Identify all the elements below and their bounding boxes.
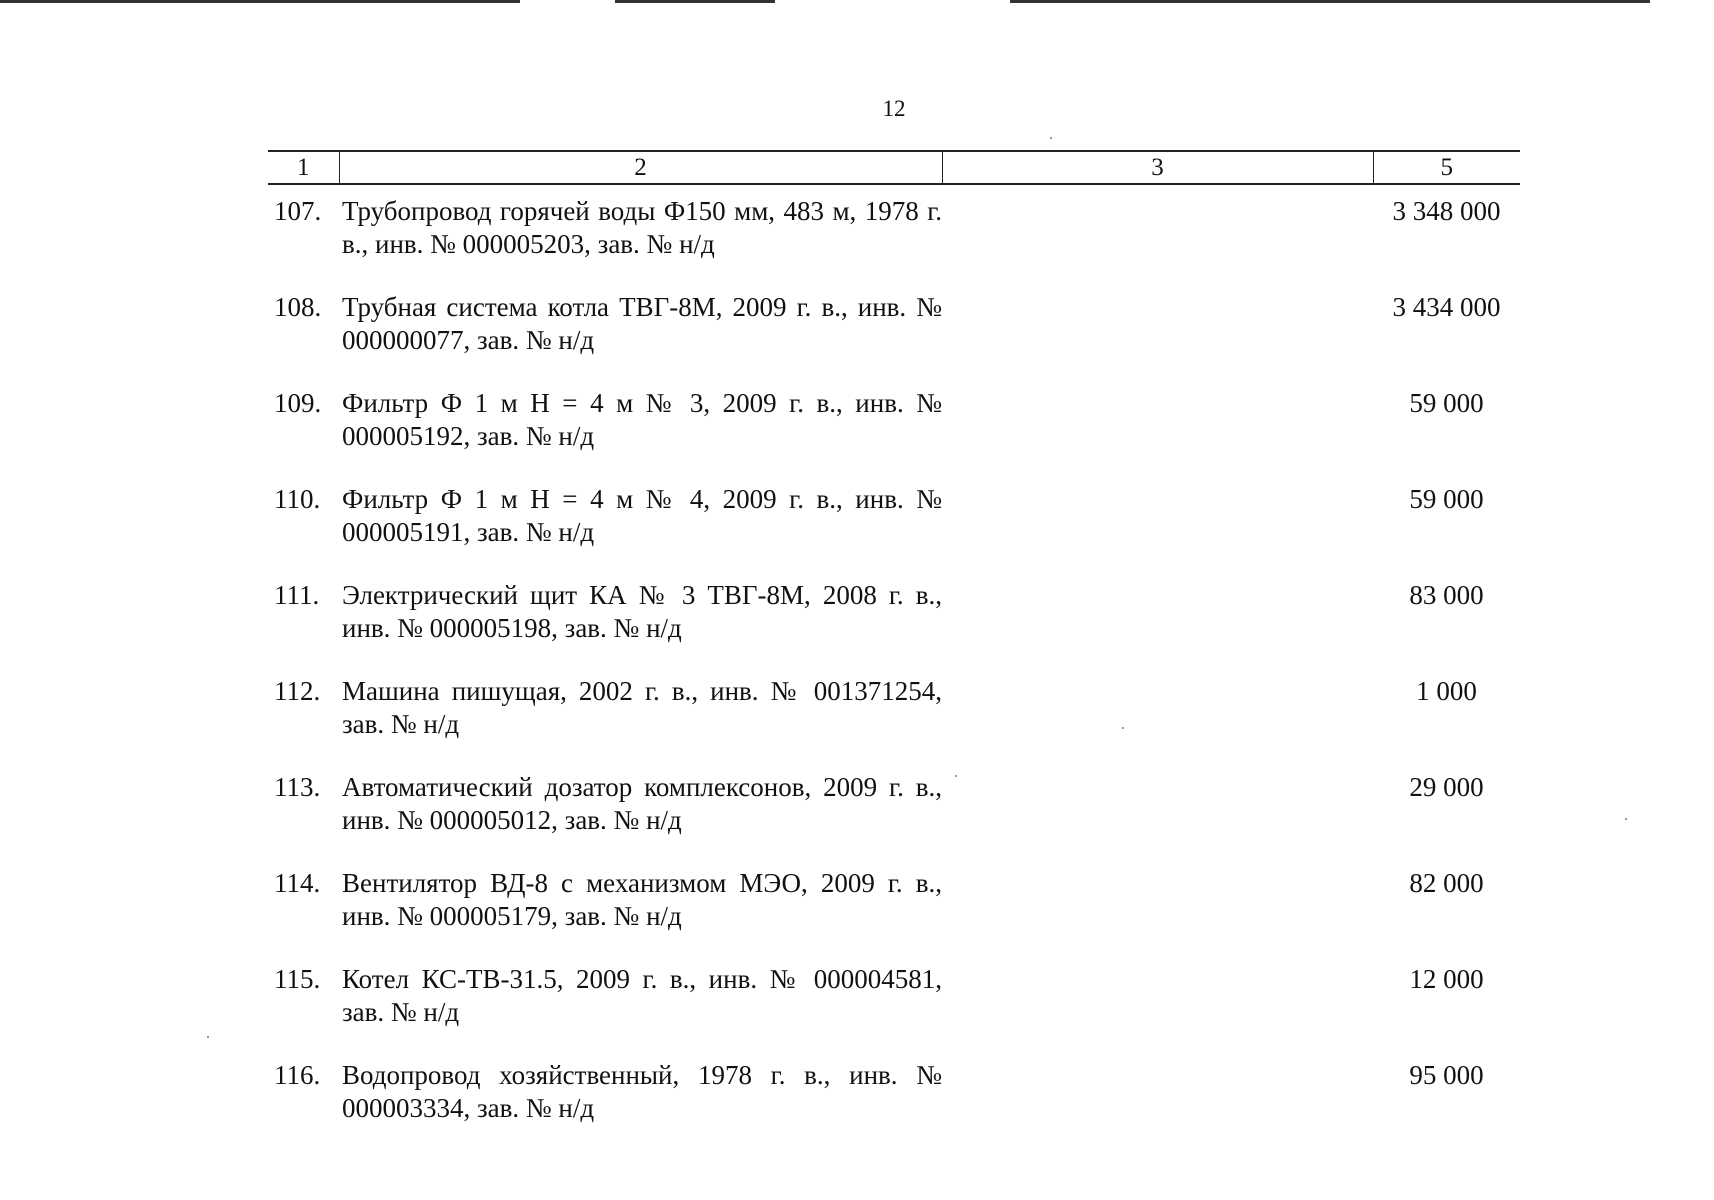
row-number: 114. xyxy=(274,868,321,898)
column-header-1: 1 xyxy=(268,151,339,184)
scan-edge-middle xyxy=(615,0,775,3)
table-row xyxy=(268,761,1520,857)
table-row xyxy=(268,569,1520,665)
scan-speck xyxy=(1122,727,1124,729)
row-col3 xyxy=(942,377,1373,473)
row-number: 107. xyxy=(274,196,322,226)
table-row xyxy=(268,184,1520,281)
row-number: 115. xyxy=(274,964,321,994)
row-description: Трубопровод горячей воды Ф150 мм, 483 м, 1978 г. в., инв. № 000005203, зав. № н/д xyxy=(342,196,942,259)
column-header-3: 3 xyxy=(942,151,1373,184)
row-value: 3 348 000 xyxy=(1392,196,1501,226)
scan-edge-left xyxy=(0,0,520,3)
row-description: Автоматический дозатор комплексонов, 2009 г. в., инв. № 000005012, зав. № н/д xyxy=(342,772,942,835)
row-description: Фильтр Ф 1 м Н = 4 м № 3, 2009 г. в., инв. № 000005192, зав. № н/д xyxy=(342,388,942,451)
row-value: 59 000 xyxy=(1409,388,1484,418)
row-value: 12 000 xyxy=(1409,964,1484,994)
row-description: Вентилятор ВД-8 с механизмом МЭО, 2009 г. в., инв. № 000005179, зав. № н/д xyxy=(342,868,942,931)
row-col3 xyxy=(942,1049,1373,1145)
row-description: Машина пишущая, 2002 г. в., инв. № 001371254, зав. № н/д xyxy=(342,676,942,739)
scan-speck xyxy=(1625,818,1627,820)
row-number: 113. xyxy=(274,772,321,802)
scan-speck xyxy=(1050,137,1052,139)
scan-speck xyxy=(207,1036,209,1038)
row-description: Котел КС-ТВ-31.5, 2009 г. в., инв. № 000004581, зав. № н/д xyxy=(342,964,942,1027)
row-col3 xyxy=(942,761,1373,857)
row-value: 3 434 000 xyxy=(1392,292,1501,322)
row-description: Фильтр Ф 1 м Н = 4 м № 4, 2009 г. в., инв. № 000005191, зав. № н/д xyxy=(342,484,942,547)
row-col3 xyxy=(942,473,1373,569)
row-col3 xyxy=(942,184,1373,281)
row-value: 82 000 xyxy=(1409,868,1484,898)
table-row xyxy=(268,1049,1520,1145)
row-value: 1 000 xyxy=(1416,676,1477,706)
row-number: 112. xyxy=(274,676,321,706)
row-description: Водопровод хозяйственный, 1978 г. в., инв. № 000003334, зав. № н/д xyxy=(342,1060,942,1123)
table-row xyxy=(268,473,1520,569)
row-description: Трубная система котла ТВГ-8М, 2009 г. в., инв. № 000000077, зав. № н/д xyxy=(342,292,942,355)
row-number: 108. xyxy=(274,292,322,322)
table-row xyxy=(268,857,1520,953)
row-col3 xyxy=(942,281,1373,377)
table-header-row xyxy=(268,151,1520,184)
column-header-2: 2 xyxy=(339,151,942,184)
row-number: 110. xyxy=(274,484,321,514)
row-col3 xyxy=(942,569,1373,665)
row-description: Электрический щит КА № 3 ТВГ-8М, 2008 г. в., инв. № 000005198, зав. № н/д xyxy=(342,580,942,643)
table-row xyxy=(268,953,1520,1049)
row-col3 xyxy=(942,665,1373,761)
column-header-5: 5 xyxy=(1373,151,1520,184)
row-value: 83 000 xyxy=(1409,580,1484,610)
row-number: 111. xyxy=(274,580,320,610)
row-value: 59 000 xyxy=(1409,484,1484,514)
table-row xyxy=(268,665,1520,761)
table-row xyxy=(268,377,1520,473)
row-number: 109. xyxy=(274,388,322,418)
row-value: 95 000 xyxy=(1409,1060,1484,1090)
row-value: 29 000 xyxy=(1409,772,1484,802)
row-col3 xyxy=(942,953,1373,1049)
table-row xyxy=(268,281,1520,377)
scan-speck xyxy=(955,775,957,777)
row-number: 116. xyxy=(274,1060,321,1090)
scan-edge-right xyxy=(1010,0,1650,3)
page-number: 12 xyxy=(882,96,906,121)
row-col3 xyxy=(942,857,1373,953)
asset-table xyxy=(268,150,1520,1145)
